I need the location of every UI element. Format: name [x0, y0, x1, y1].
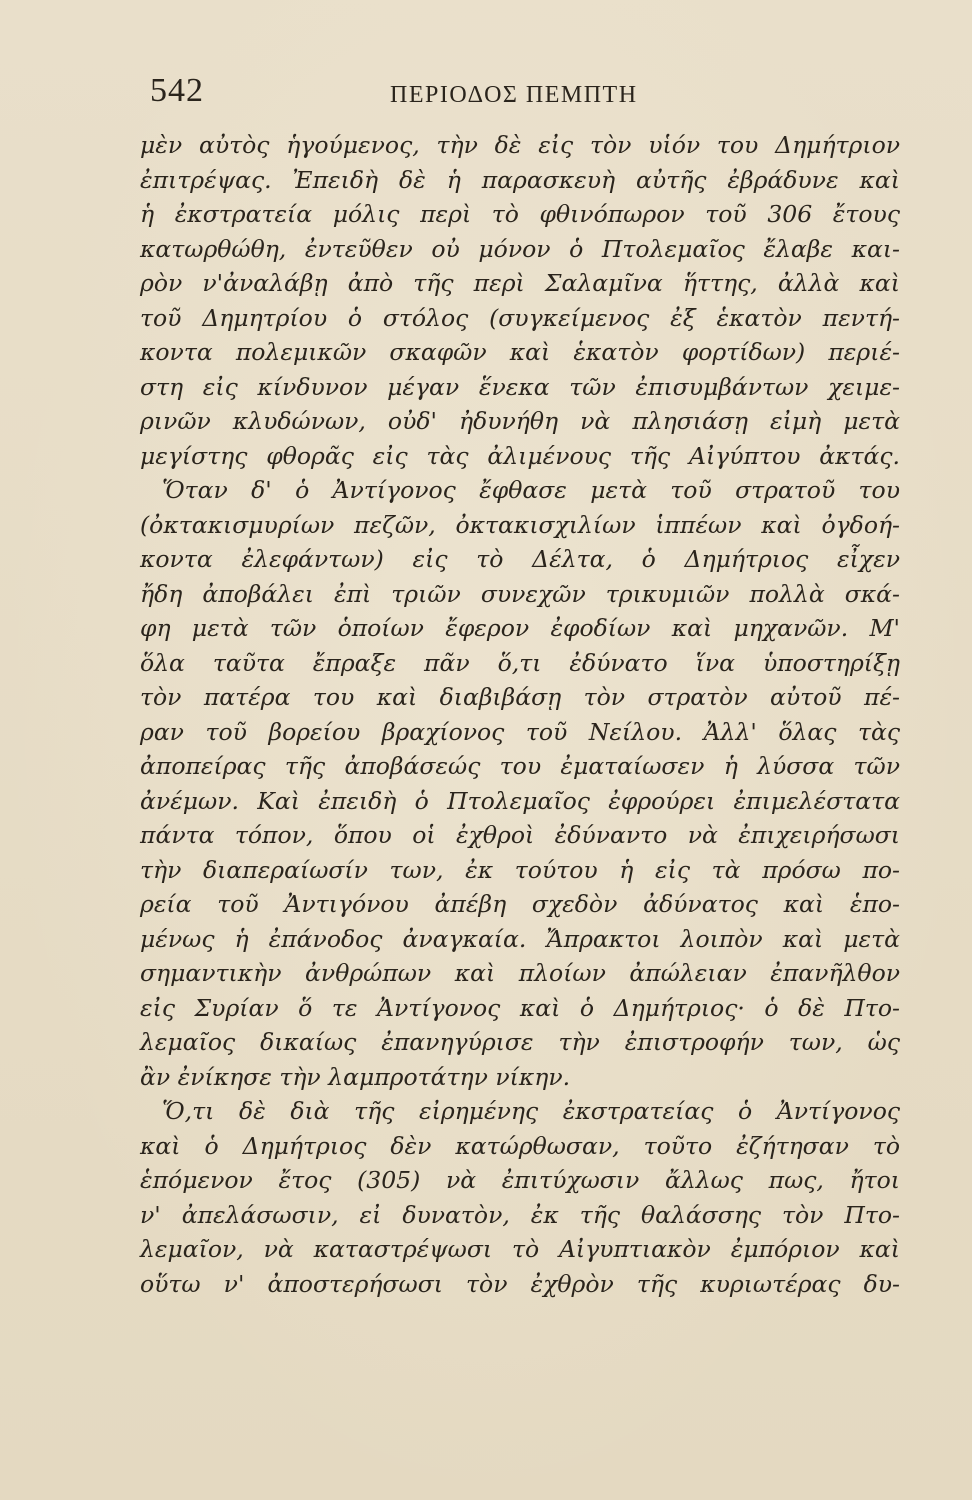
text-line: ἡ ἐκστρατεία μόλις περὶ τὸ φθινόπωρον τοῦ 306 ἔτους	[140, 200, 900, 228]
text-line: ἐπιτρέψας. Ἐπειδὴ δὲ ἡ παρασκευὴ αὐτῆς ἐβράδυνε καὶ	[140, 165, 900, 194]
text-line: ἂν ἐνίκησε τὴν λαμπροτάτην νίκην.	[140, 1062, 571, 1091]
text-line: μὲν αὐτὸς ἡγούμενος, τὴν δὲ εἰς τὸν υἱόν του Δημήτριον	[140, 131, 900, 159]
text-line: ὅλα ταῦτα ἔπραξε πᾶν ὅ,τι ἐδύνατο ἵνα ὑποστηρίξῃ	[140, 648, 900, 677]
text-line: ραν τοῦ βορείου βραχίονος τοῦ Νείλου. Ἀλλ' ὅλας τὰς	[140, 717, 900, 746]
text-line: πάντα τόπον, ὅπου οἱ ἐχθροὶ ἐδύναντο νὰ ἐπιχειρήσωσι	[140, 821, 900, 849]
text-line: τὴν διαπεραίωσίν των, ἐκ τούτου ἡ εἰς τὰ πρόσω πο-	[140, 855, 900, 884]
text-line: τὸν πατέρα του καὶ διαβιβάσῃ τὸν στρατὸν αὐτοῦ πέ-	[140, 683, 900, 711]
text-line: ρὸν ν'ἀναλάβῃ ἀπὸ τῆς περὶ Σαλαμῖνα ἥττης, ἀλλὰ καὶ	[140, 269, 900, 297]
text-line: φη μετὰ τῶν ὁποίων ἔφερον ἐφοδίων καὶ μηχανῶν. Μ'	[140, 614, 900, 642]
text-line: οὕτω ν' ἀποστερήσωσι τὸν ἐχθρὸν τῆς κυριωτέρας δυ-	[140, 1269, 900, 1298]
text-line: λεμαῖος δικαίως ἐπανηγύρισε τὴν ἐπιστροφήν των, ὡς	[140, 1028, 900, 1056]
text-line: ρεία τοῦ Ἀντιγόνου ἀπέβη σχεδὸν ἀδύνατος καὶ ἑπο-	[140, 890, 900, 918]
text-line: λεμαῖον, νὰ καταστρέψωσι τὸ Αἰγυπτιακὸν ἐμπόριον καὶ	[140, 1235, 900, 1263]
text-line: ρινῶν κλυδώνων, οὐδ' ἠδυνήθη νὰ πλησιάσῃ εἰμὴ μετὰ	[140, 407, 900, 435]
text-line: (ὀκτακισμυρίων πεζῶν, ὀκτακισχιλίων ἱππέων καὶ ὀγδοή-	[140, 510, 900, 539]
text-line: μένως ἡ ἐπάνοδος ἀναγκαία. Ἄπρακτοι λοιπὸν καὶ μετὰ	[140, 924, 900, 953]
text-line: εἰς Συρίαν ὅ τε Ἀντίγονος καὶ ὁ Δημήτριος· ὁ δὲ Πτο-	[140, 993, 900, 1022]
text-line: Ὅταν δ' ὁ Ἀντίγονος ἔφθασε μετὰ τοῦ στρατοῦ του	[162, 476, 900, 504]
text-line: ἀνέμων. Καὶ ἐπειδὴ ὁ Πτολεμαῖος ἐφρούρει ἐπιμελέστατα	[140, 786, 900, 815]
text-line: ν' ἀπελάσωσιν, εἰ δυνατὸν, ἐκ τῆς θαλάσσης τὸν Πτο-	[140, 1200, 900, 1229]
text-line: καὶ ὁ Δημήτριος δὲν κατώρθωσαν, τοῦτο ἐζήτησαν τὸ	[140, 1131, 900, 1160]
text-line: Ὅ,τι δὲ διὰ τῆς εἰρημένης ἐκστρατείας ὁ Ἀντίγονος	[162, 1097, 900, 1125]
text-line: ἤδη ἀποβάλει ἐπὶ τριῶν συνεχῶν τρικυμιῶν πολλὰ σκά-	[140, 579, 900, 608]
page-header	[150, 72, 910, 112]
text-line: κατωρθώθη, ἐντεῦθεν οὐ μόνον ὁ Πτολεμαῖος ἔλαβε και-	[140, 234, 900, 263]
text-line: ἑπόμενον ἔτος (305) νὰ ἐπιτύχωσιν ἄλλως πως, ἤτοι	[140, 1166, 900, 1194]
page-number: 542	[150, 72, 204, 109]
text-line: μεγίστης φθορᾶς εἰς τὰς ἀλιμένους τῆς Αἰγύπτου ἀκτάς.	[140, 441, 900, 470]
running-head: ΠΕΡΙΟΔΟΣ ΠΕΜΠΤΗ	[390, 82, 638, 108]
body-text	[140, 128, 900, 1301]
text-line: κοντα πολεμικῶν σκαφῶν καὶ ἑκατὸν φορτίδων) περιέ-	[140, 338, 900, 366]
text-line: στη εἰς κίνδυνον μέγαν ἕνεκα τῶν ἐπισυμβάντων χειμε-	[140, 372, 900, 401]
text-line: ἀποπείρας τῆς ἀποβάσεώς του ἐματαίωσεν ἡ λύσσα τῶν	[140, 752, 900, 780]
text-line: σημαντικὴν ἀνθρώπων καὶ πλοίων ἀπώλειαν ἐπανῆλθον	[140, 959, 900, 987]
text-line: κοντα ἐλεφάντων) εἰς τὸ Δέλτα, ὁ Δημήτριος εἶχεν	[140, 545, 900, 573]
text-line: τοῦ Δημητρίου ὁ στόλος (συγκείμενος ἐξ ἑκατὸν πεντή-	[140, 303, 900, 332]
